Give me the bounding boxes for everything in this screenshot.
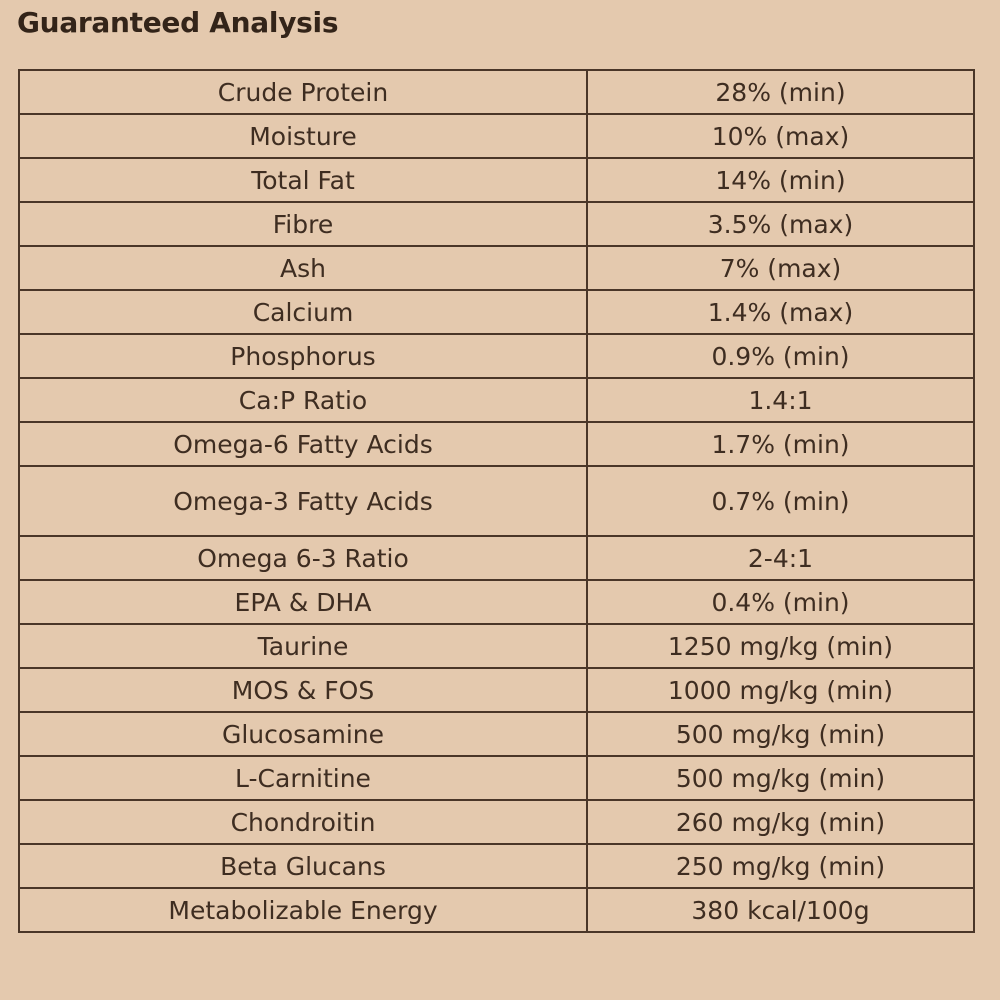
table-row — [19, 888, 974, 932]
nutrient-value: 500 mg/kg (min) — [587, 756, 974, 800]
nutrient-name: Phosphorus — [19, 334, 587, 378]
nutrient-value: 1250 mg/kg (min) — [587, 624, 974, 668]
table-row — [19, 466, 974, 536]
table-row — [19, 712, 974, 756]
nutrient-name: L-Carnitine — [19, 756, 587, 800]
table-row — [19, 756, 974, 800]
nutrient-value: 1000 mg/kg (min) — [587, 668, 974, 712]
nutrient-name: Fibre — [19, 202, 587, 246]
nutrient-name: Crude Protein — [19, 70, 587, 114]
nutrient-name: MOS & FOS — [19, 668, 587, 712]
table-row — [19, 158, 974, 202]
nutrient-value: 10% (max) — [587, 114, 974, 158]
nutrient-value: 28% (min) — [587, 70, 974, 114]
table-row — [19, 202, 974, 246]
table-row — [19, 800, 974, 844]
nutrient-name: Omega-6 Fatty Acids — [19, 422, 587, 466]
nutrient-value: 0.4% (min) — [587, 580, 974, 624]
nutrient-name: Beta Glucans — [19, 844, 587, 888]
table-row — [19, 536, 974, 580]
table-row — [19, 378, 974, 422]
table-row — [19, 580, 974, 624]
nutrient-name: Calcium — [19, 290, 587, 334]
table-row — [19, 114, 974, 158]
guaranteed-analysis-table — [18, 69, 975, 933]
nutrient-value: 3.5% (max) — [587, 202, 974, 246]
table-row — [19, 70, 974, 114]
table-row — [19, 624, 974, 668]
nutrient-name: Total Fat — [19, 158, 587, 202]
table-row — [19, 422, 974, 466]
table-row — [19, 246, 974, 290]
nutrient-value: 500 mg/kg (min) — [587, 712, 974, 756]
nutrient-value: 14% (min) — [587, 158, 974, 202]
nutrient-value: 380 kcal/100g — [587, 888, 974, 932]
nutrient-value: 1.7% (min) — [587, 422, 974, 466]
nutrient-name: Metabolizable Energy — [19, 888, 587, 932]
nutrient-value: 1.4% (max) — [587, 290, 974, 334]
nutrient-name: Ca:P Ratio — [19, 378, 587, 422]
nutrient-name: Glucosamine — [19, 712, 587, 756]
nutrient-value: 0.7% (min) — [587, 466, 974, 536]
table-row — [19, 334, 974, 378]
table-row — [19, 844, 974, 888]
nutrient-name: Taurine — [19, 624, 587, 668]
nutrient-value: 260 mg/kg (min) — [587, 800, 974, 844]
page-title: Guaranteed Analysis — [17, 6, 339, 39]
nutrient-value: 2-4:1 — [587, 536, 974, 580]
nutrient-name: Chondroitin — [19, 800, 587, 844]
table-row — [19, 668, 974, 712]
nutrient-name: Omega 6-3 Ratio — [19, 536, 587, 580]
table-row — [19, 290, 974, 334]
nutrient-name: Omega-3 Fatty Acids — [19, 466, 587, 536]
nutrient-name: Moisture — [19, 114, 587, 158]
nutrient-value: 1.4:1 — [587, 378, 974, 422]
nutrient-value: 250 mg/kg (min) — [587, 844, 974, 888]
nutrient-value: 0.9% (min) — [587, 334, 974, 378]
nutrient-name: EPA & DHA — [19, 580, 587, 624]
nutrient-name: Ash — [19, 246, 587, 290]
nutrient-value: 7% (max) — [587, 246, 974, 290]
